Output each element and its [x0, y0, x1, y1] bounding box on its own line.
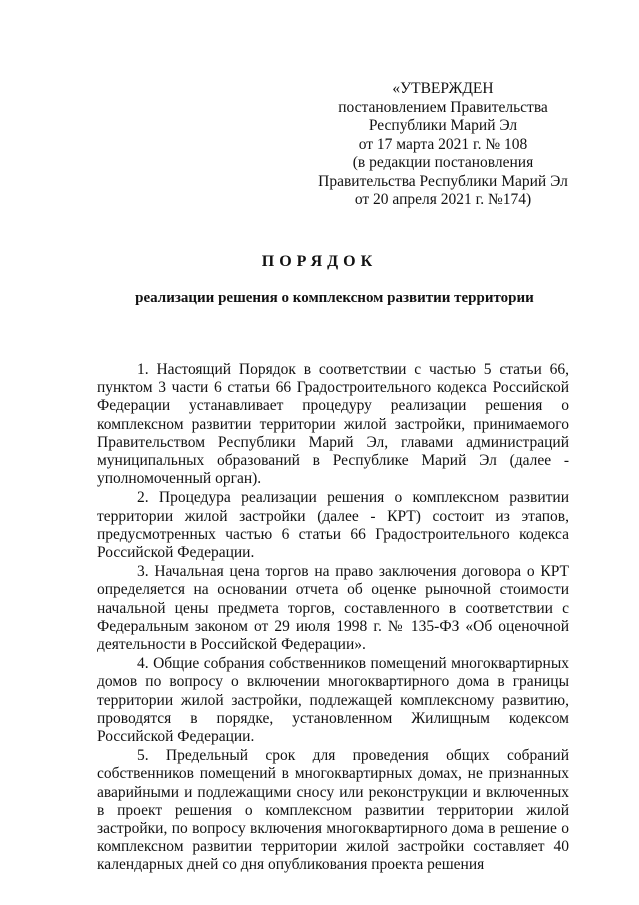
paragraph-3: 3. Начальная цена торгов на право заключения договора о КРТ определяется на основании отчета об оценке рыночной стоимости начальной цены предмета торгов, составленного в соответствии с Федеральным законом от 29 июля 1998 г. № 135-ФЗ «Об оценочной деятельности в Российской Федерации». — [97, 563, 569, 654]
paragraph-1: 1. Настоящий Порядок в соответствии с частью 5 статьи 66, пунктом 3 части 6 статьи 66 Градостроительного кодекса Российской Федерации устанавливает процедуру реализации решения о комплексном развитии территории жилой застройки, принимаемого Правительством Республики Марий Эл, главами администраций муниципальных образований в Республике Марий Эл (далее - уполномоченный орган). — [97, 361, 569, 488]
document-body — [97, 361, 569, 876]
approval-line: от 20 апреля 2021 г. №174) — [354, 191, 532, 208]
document-title: ПОРЯДОК — [261, 253, 378, 270]
approval-line: постановлением Правительства — [338, 98, 548, 116]
paragraph-4: 4. Общие собрания собственников помещений многоквартирных домов по вопросу о включении многоквартирного дома в границы территории жилой застройки, подлежащей комплексному развитию, проводятся в порядке, установленном Жилищным кодексом Российской Федерации. — [97, 655, 569, 746]
approval-stamp — [300, 80, 586, 210]
paragraph-2: 2. Процедура реализации решения о комплексном развитии территории жилой застройки (далее - КРТ) состоит из этапов, предусмотренных частью 6 статьи 66 Градостроительного кодекса Российской Федерации. — [97, 489, 569, 562]
approval-line: от 17 марта 2021 г. № 108 — [358, 135, 528, 153]
approval-line: Республики Марий Эл — [368, 117, 518, 134]
document-subtitle: реализации решения о комплексном развитии территории — [135, 290, 534, 306]
paragraph-5: 5. Предельный срок для проведения общих собраний собственников помещений в многоквартирных домах, не признанных аварийными и подлежащими сносу или реконструкции и включенных в проект решения о комплексном развитии территории жилой застройки, по вопросу включения многоквартирного дома в решение о комплексном развитии территории жилой застройки составляет 40 календарных дней со дня опубликования проекта решения — [97, 747, 569, 874]
approval-line: Правительства Республики Марий Эл — [318, 172, 568, 190]
approval-line: «УТВЕРЖДЕН — [392, 80, 494, 97]
approval-line: (в редакции постановления — [352, 154, 534, 171]
